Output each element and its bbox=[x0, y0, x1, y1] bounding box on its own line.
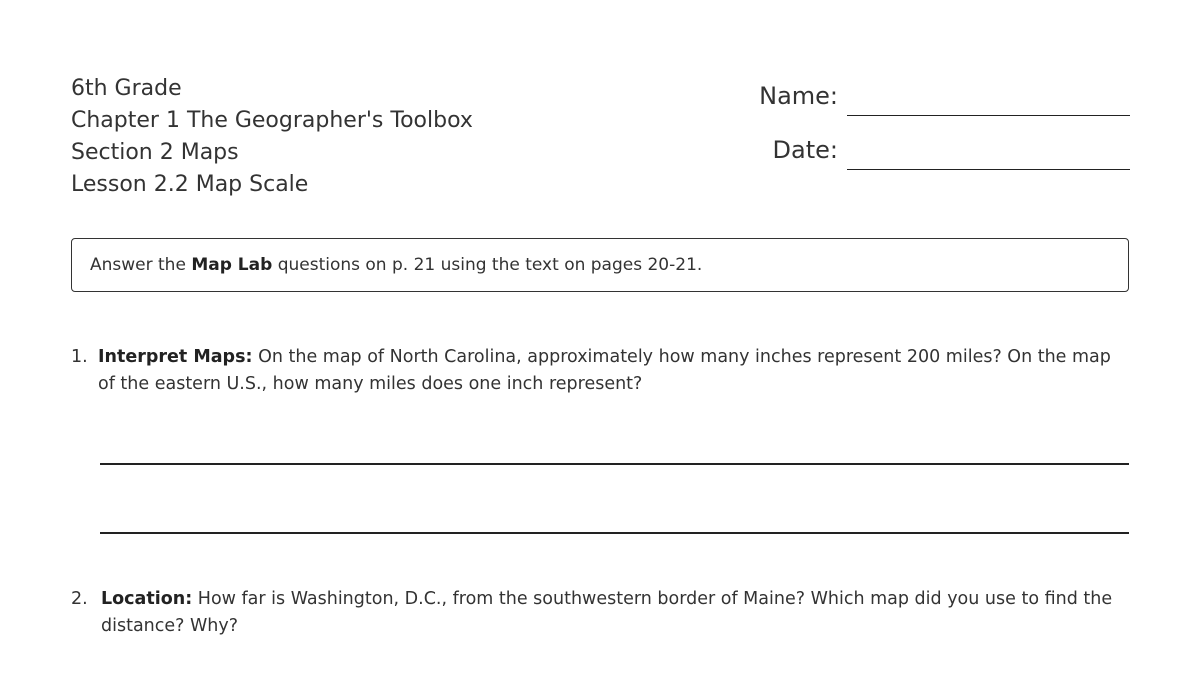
date-blank-line[interactable] bbox=[847, 169, 1130, 170]
question-2 bbox=[71, 586, 1133, 640]
date-field bbox=[700, 130, 1130, 170]
instruction-suffix: questions on p. 21 using the text on pages 20-21. bbox=[277, 255, 703, 275]
name-label: Name: bbox=[759, 82, 838, 110]
name-field bbox=[700, 76, 1130, 116]
instruction-box bbox=[71, 238, 1129, 292]
question-number: 1. bbox=[71, 347, 88, 367]
answer-line-2[interactable] bbox=[100, 532, 1129, 534]
question-text bbox=[98, 344, 1133, 398]
question-body: How far is Washington, D.C., from the southwestern border of Maine? Which map did you use to find the distance? Why? bbox=[101, 589, 1113, 636]
section-line: Section 2 Maps bbox=[71, 140, 239, 165]
question-text bbox=[101, 586, 1133, 640]
question-title: Interpret Maps: bbox=[98, 347, 253, 367]
instruction-bold: Map Lab bbox=[191, 255, 273, 275]
name-blank-line[interactable] bbox=[847, 115, 1130, 116]
grade-line: 6th Grade bbox=[71, 76, 182, 101]
question-1 bbox=[71, 344, 1133, 398]
date-label: Date: bbox=[772, 136, 838, 164]
lesson-line: Lesson 2.2 Map Scale bbox=[71, 172, 309, 197]
answer-line-1[interactable] bbox=[100, 463, 1129, 465]
instruction-prefix: Answer the bbox=[90, 255, 186, 275]
question-title: Location: bbox=[101, 589, 193, 609]
question-number: 2. bbox=[71, 589, 88, 609]
question-body: On the map of North Carolina, approximately how many inches represent 200 miles? On the map of the eastern U.S., how many miles does one inch represent? bbox=[98, 347, 1111, 394]
chapter-line: Chapter 1 The Geographer's Toolbox bbox=[71, 108, 473, 133]
header-info bbox=[71, 73, 473, 201]
